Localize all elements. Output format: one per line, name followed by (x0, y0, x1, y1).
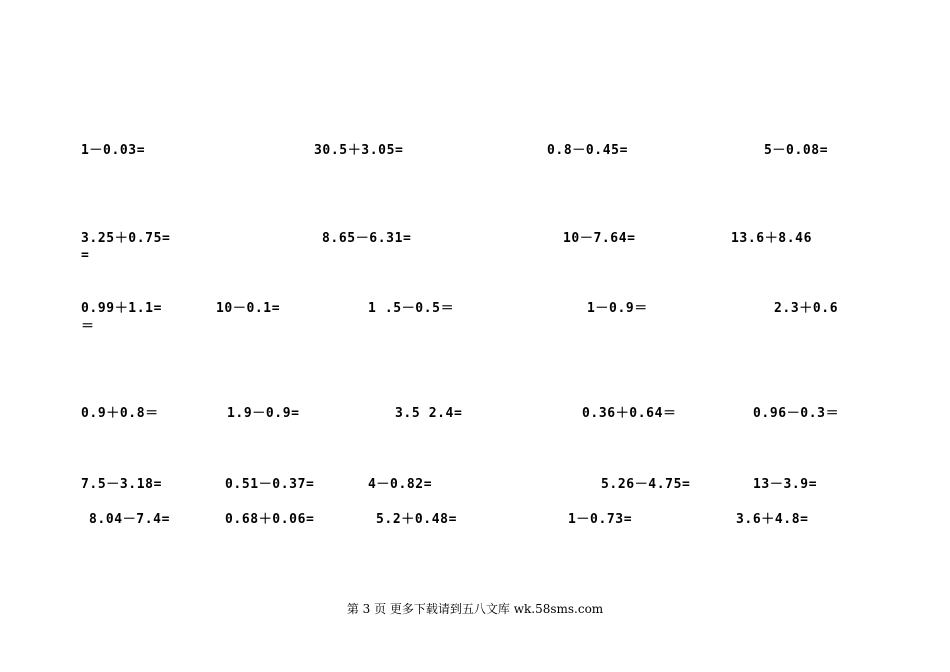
problem-r2-c4: 13.6＋8.46 (731, 231, 813, 246)
problem-r5-c5: 13－3.9= (753, 477, 818, 492)
problem-r3-c5: 2.3＋0.6 (774, 301, 839, 316)
problem-r3-c1-wrap: ＝ (81, 319, 95, 334)
problem-r3-c1: 0.99＋1.1= (81, 301, 163, 316)
problem-r5-c1: 7.5－3.18= (81, 477, 163, 492)
problem-r6-c1: 8.04－7.4= (89, 512, 171, 527)
problem-r4-c2: 1.9－0.9= (227, 406, 300, 421)
problem-r5-c2: 0.51－0.37= (225, 477, 315, 492)
problem-r3-c2: 10－0.1= (216, 301, 281, 316)
problem-r2-c2: 8.65－6.31= (322, 231, 412, 246)
problem-r6-c4: 1－0.73= (568, 512, 633, 527)
problem-r2-c1-wrap: = (81, 248, 90, 263)
problem-r3-c4: 1－0.9＝ (587, 301, 648, 316)
problem-r5-c3: 4－0.82= (368, 477, 433, 492)
problem-r1-c3: 0.8－0.45= (547, 143, 629, 158)
problem-r1-c1: 1－0.03= (81, 143, 146, 158)
problem-r6-c2: 0.68＋0.06= (225, 512, 315, 527)
problem-r6-c5: 3.6＋4.8= (736, 512, 809, 527)
problem-r4-c1: 0.9＋0.8＝ (81, 406, 159, 421)
problem-r6-c3: 5.2＋0.48= (376, 512, 458, 527)
page-footer: 第 3 页 更多下载请到五八文库 wk.58sms.com (346, 602, 604, 616)
problem-r1-c2: 30.5＋3.05= (314, 143, 404, 158)
problem-r2-c3: 10－7.64= (563, 231, 636, 246)
problem-r5-c4: 5.26－4.75= (601, 477, 691, 492)
problem-r4-c3: 3.5 2.4= (395, 406, 463, 421)
problem-r2-c1: 3.25＋0.75= (81, 231, 171, 246)
problem-r3-c3: 1 .5－0.5＝ (368, 301, 455, 316)
problem-r4-c5: 0.96－0.3＝ (753, 406, 840, 421)
problem-r4-c4: 0.36＋0.64＝ (582, 406, 677, 421)
problem-r1-c4: 5－0.08= (764, 143, 829, 158)
